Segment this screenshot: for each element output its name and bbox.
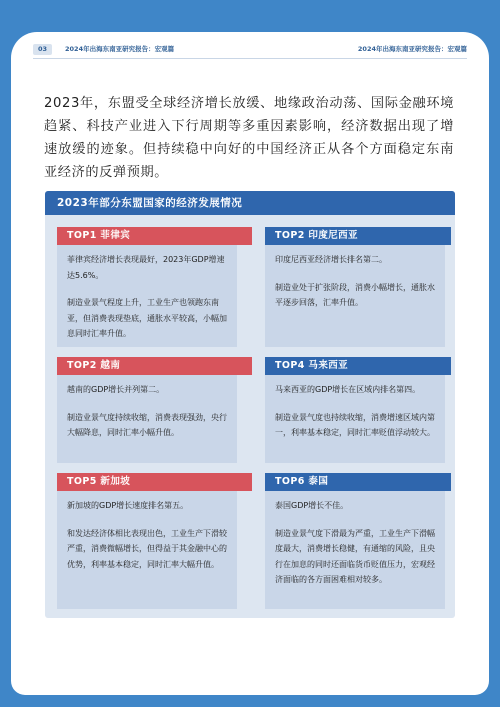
card-summary: 泰国GDP增长不佳。	[275, 501, 349, 510]
header-left-title: 2024年出海东南亚研究报告：宏观篇	[65, 45, 175, 53]
report-page	[11, 32, 489, 695]
intro-paragraph: 2023年，东盟受全球经济增长放缓、地缘政治动荡、国际金融环境趋紧、科技产业进入下行周期等多重因素影响，经济数据出现了增速放缓的迹象。但持续稳中向好的中国经济正从各个方面稳定东南亚经济的反弹预期。	[44, 96, 454, 180]
header-right-title: 2024年出海东南亚研究报告：宏观篇	[357, 45, 467, 53]
country-card-malaysia	[265, 357, 445, 463]
country-card-philippines	[57, 227, 237, 347]
card-summary: 越南的GDP增长并列第二。	[67, 385, 165, 394]
card-detail: 制造业景气度下滑最为严重，工业生产下滑幅度最大，消费增长稳健，有通缩的风险，且央行在加息的同时还面临货币贬值压力，宏观经济面临的各方面困难相对较多。	[275, 528, 435, 584]
country-rank-tag: TOP6 泰国	[265, 473, 451, 491]
country-rank-tag: TOP2 越南	[57, 357, 252, 375]
page-header	[33, 44, 467, 59]
page-number: 03	[33, 44, 52, 55]
card-summary: 马来西亚的GDP增长在区域内排名第四。	[275, 385, 421, 394]
card-summary: 菲律宾经济增长表现最好，2023年GDP增速达5.6%。	[67, 255, 225, 280]
panel-title: 2023年部分东盟国家的经济发展情况	[45, 191, 455, 215]
card-detail: 和发达经济体相比表现出色，工业生产下滑较严重，消费微幅增长，但得益于其金融中心的优势，利率基本稳定，同时汇率大幅升值。	[67, 528, 227, 569]
card-detail: 制造业景气度持续收缩，消费表现强劲，央行大幅降息，同时汇率小幅升值。	[67, 412, 227, 437]
country-rank-tag: TOP1 菲律宾	[57, 227, 252, 245]
country-card-vietnam	[57, 357, 237, 463]
country-card-indonesia	[265, 227, 445, 347]
asean-economy-panel	[45, 191, 455, 618]
card-detail: 制造业景气度也持续收缩，消费增速区域内第一，利率基本稳定，同时汇率贬值浮动较大。	[275, 412, 435, 437]
card-detail: 制造业处于扩张阶段，消费小幅增长，通胀水平逐步回落，汇率升值。	[275, 282, 435, 307]
card-summary: 印度尼西亚经济增长排名第二。	[275, 255, 387, 264]
country-card-singapore	[57, 473, 237, 609]
card-summary: 新加坡的GDP增长速度排名第五。	[67, 501, 189, 510]
country-rank-tag: TOP4 马来西亚	[265, 357, 451, 375]
card-detail: 制造业景气程度上升，工业生产也领跑东南亚，但消费表现垫底，通胀水平较高，小幅加息同时汇率升值。	[67, 298, 227, 338]
country-rank-tag: TOP2 印度尼西亚	[265, 227, 451, 245]
country-card-thailand	[265, 473, 445, 609]
country-rank-tag: TOP5 新加坡	[57, 473, 252, 491]
